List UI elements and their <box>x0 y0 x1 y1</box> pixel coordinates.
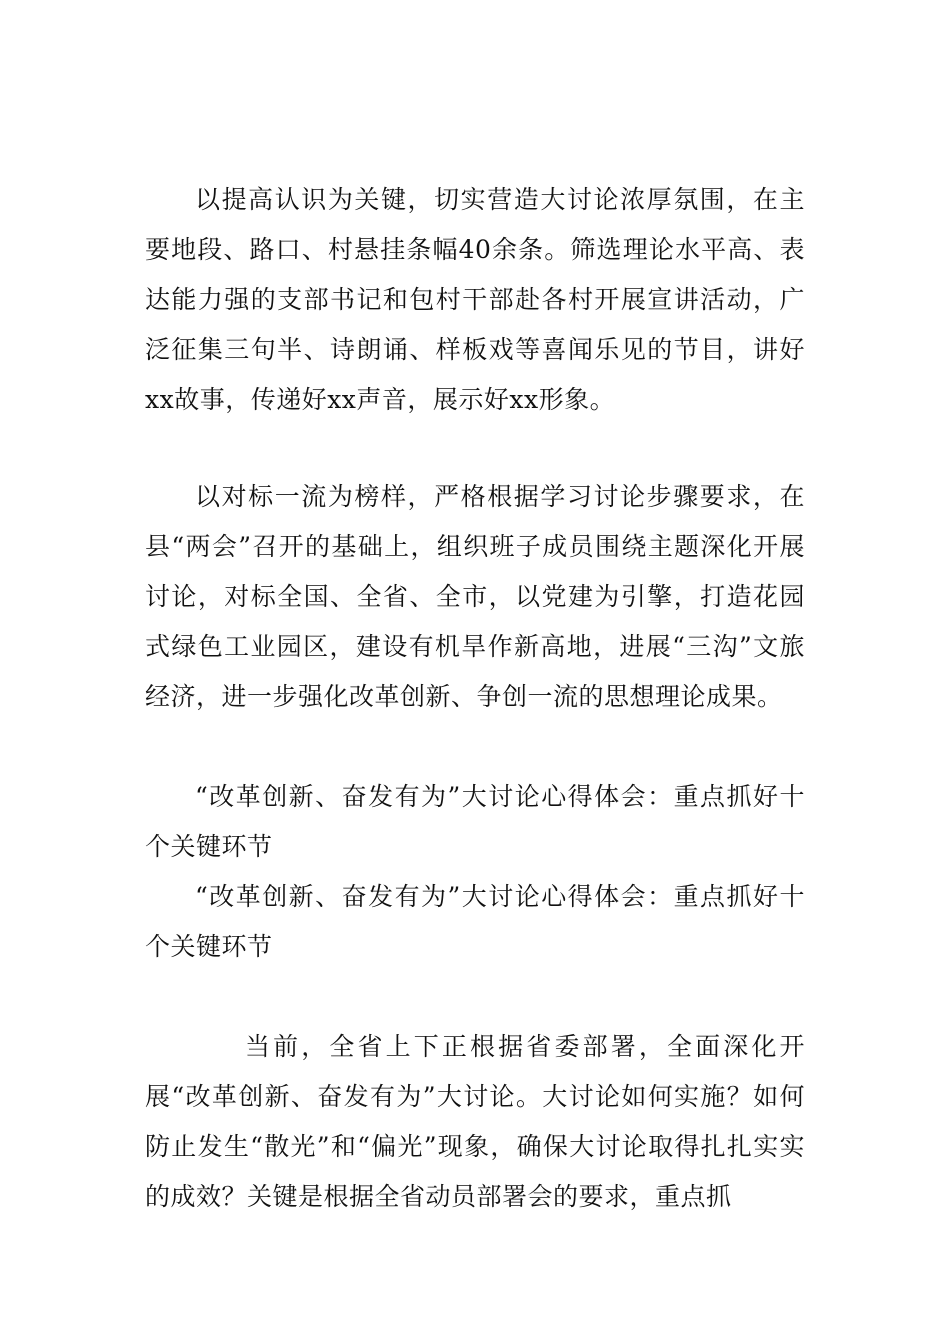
paragraph-awareness: 以提高认识为关键，切实营造大讨论浓厚氛围，在主要地段、路口、村悬挂条幅40余条。筛选理论水平高、表达能力强的支部书记和包村干部赴各村开展宣讲活动，广泛征集三句半、诗朗诵、样板戏等喜闻乐见的节目，讲好xx故事，传递好xx声音，展示好xx形象。 <box>145 185 805 414</box>
heading-reform-discussion: “改革创新、奋发有为”大讨论心得体会：重点抓好十个关键环节 <box>145 782 805 861</box>
paragraph-benchmark: 以对标一流为榜样，严格根据学习讨论步骤要求，在县“两会”召开的基础上，组织班子成员围绕主题深化开展讨论，对标全国、全省、全市，以党建为引擎，打造花园式绿色工业园区，建设有机旱作新高地，进展“三沟”文旅经济，进一步强化改革创新、争创一流的思想理论成果。 <box>145 482 805 711</box>
paragraph-current-situation: 当前，全省上下正根据省委部署，全面深化开展“改革创新、奋发有为”大讨论。大讨论如何实施？如何防止发生“散光”和“偏光”现象，确保大讨论取得扎扎实实的成效？关键是根据全省动员部署会的要求，重点抓 <box>145 1032 805 1211</box>
heading-reform-discussion-repeat: “改革创新、奋发有为”大讨论心得体会：重点抓好十个关键环节 <box>145 882 805 961</box>
